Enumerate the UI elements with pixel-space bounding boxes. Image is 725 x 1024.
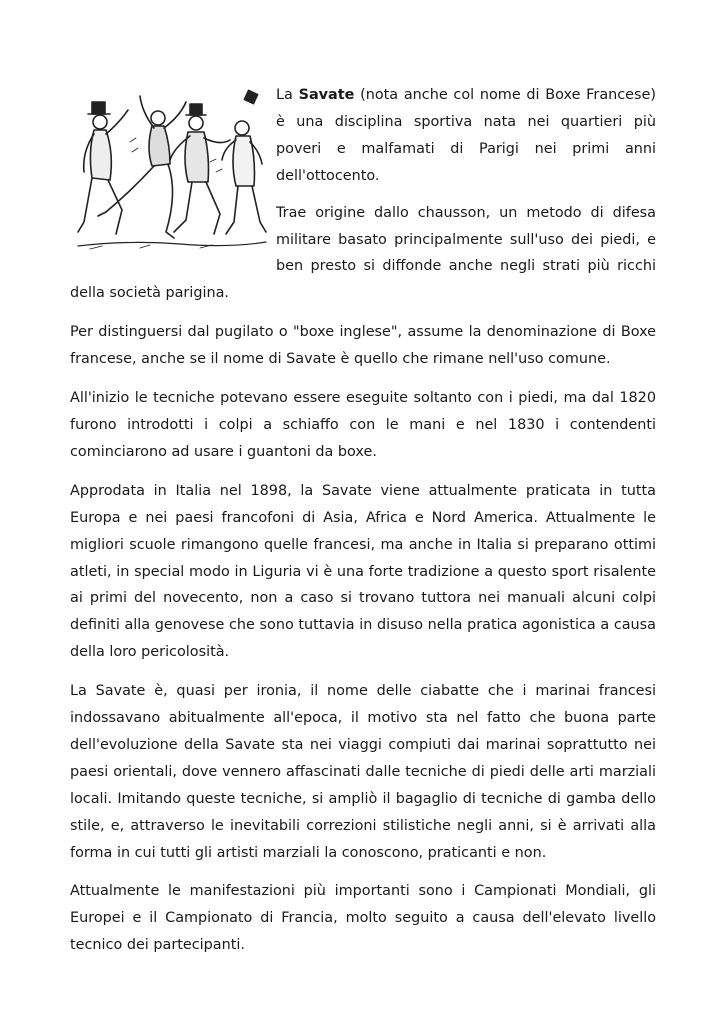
intro-rest: (nota anche col nome di Boxe Francese) è una disciplina sportiva nata nei quartieri più poveri e malfamati di Parigi nei primi anni dell'ottocento.	[276, 87, 656, 184]
paragraph-italy: Approdata in Italia nel 1898, la Savate viene attualmente praticata in tutta Europa e nei paesi francofoni di Asia, Africa e Nord America. Attualmente le migliori scuole rimangono quelle francesi, ma anche in Italia si preparano ottimi atleti, in special modo in Liguria vi è una forte tradizione a questo sport risalente ai primi del novecento, non a caso si trovano tuttora nei manuali alcuni colpi definiti alla genovese che sono tuttavia in disuso nella pratica agonistica a causa della loro pericolosità.	[70, 482, 656, 661]
savate-fighters-illustration-icon	[70, 82, 270, 252]
intro-bold-term: Savate	[298, 87, 355, 103]
paragraph-techniques: All'inizio le tecniche potevano essere eseguite soltanto con i piedi, ma dal 1820 furono introdotti i colpi a schiaffo con le mani e nel 1830 i contendenti cominciarono ad usare i guantoni da boxe.	[70, 390, 656, 460]
intro-lead: La	[276, 87, 299, 103]
paragraph-etymology: La Savate è, quasi per ironia, il nome delle ciabatte che i marinai francesi indossavano abitualmente all'epoca, il motivo sta nel fatto che buona parte dell'evoluzione della Savate sta nei viaggi compiuti dai marinai soprattutto nei paesi orientali, dove vennero affascinati dalle tecniche di piedi delle arti marziali locali. Imitando queste tecniche, si ampliò il bagaglio di tecniche di gamba dello stile, e, attraverso le inevitabili correzioni stilistiche negli anni, si è arrivati alla forma in cui tutti gli artisti marziali la conoscono, praticanti e non.	[70, 683, 656, 861]
paragraph-origin: Trae origine dallo chausson, un metodo di difesa militare basato principalmente sull'uso dei piedi, e ben presto si diffonde anche negli strati più ricchi della società parigina.	[70, 204, 656, 302]
document-body	[70, 82, 656, 959]
paragraph-competitions: Attualmente le manifestazioni più importanti sono i Campionati Mondiali, gli Europei e il Campionato di Francia, molto seguito a causa dell'elevato livello tecnico dei partecipanti.	[70, 883, 656, 954]
paragraph-name: Per distinguersi dal pugilato o "boxe inglese", assume la denominazione di Boxe francese, anche se il nome di Savate è quello che rimane nell'uso comune.	[70, 324, 656, 368]
